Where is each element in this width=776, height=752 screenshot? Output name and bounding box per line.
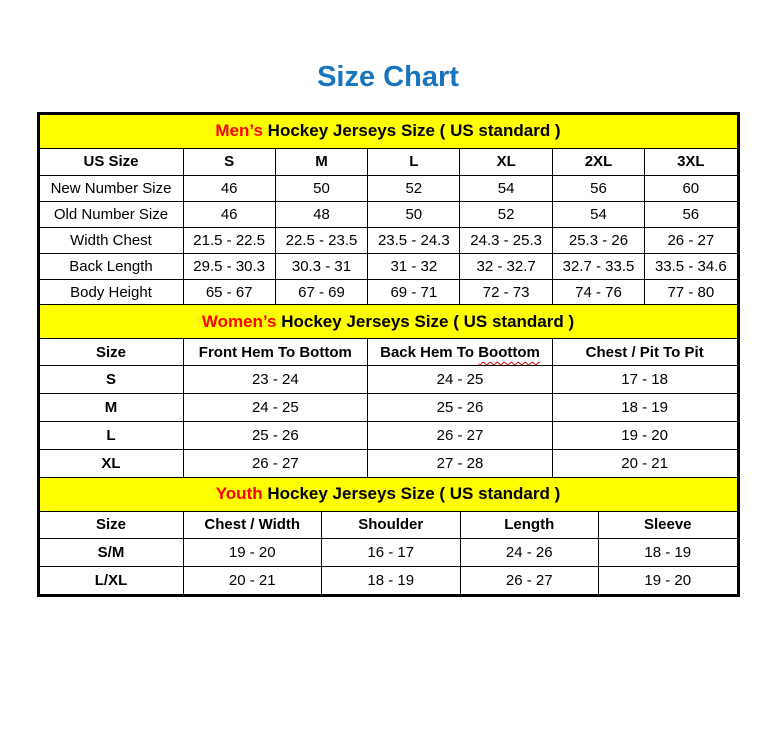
table-row: [39, 422, 737, 450]
size-value-cell: 30.3 - 31: [275, 253, 367, 279]
womens-section-title-accent: Women’s: [201, 311, 277, 331]
row-label: M: [39, 394, 183, 422]
size-value-cell: 18 - 19: [322, 566, 461, 594]
table-row: [39, 201, 737, 227]
size-value-cell: 19 - 20: [183, 538, 322, 566]
size-value-cell: 20 - 21: [183, 566, 322, 594]
size-value-cell: 22.5 - 23.5: [275, 227, 367, 253]
size-value-cell: 19 - 20: [599, 566, 738, 594]
size-value-cell: 46: [183, 175, 275, 201]
size-value-cell: 54: [552, 201, 644, 227]
size-value-cell: 25.3 - 26: [552, 227, 644, 253]
table-row: [39, 450, 737, 478]
mens-section-title-rest: Hockey Jerseys Size ( US standard ): [267, 121, 561, 141]
size-value-cell: 54: [460, 175, 552, 201]
mens-section-title: [39, 114, 737, 148]
table-row: [39, 279, 737, 305]
size-value-cell: 26 - 27: [368, 422, 553, 450]
column-header: Size: [39, 511, 183, 538]
column-header: XL: [460, 148, 552, 175]
column-header: L: [368, 148, 460, 175]
youth-section-title-accent: Youth: [215, 484, 263, 504]
table-row: [39, 538, 737, 566]
size-value-cell: 32.7 - 33.5: [552, 253, 644, 279]
row-label: Old Number Size: [39, 201, 183, 227]
size-value-cell: 17 - 18: [552, 366, 737, 394]
table-row: [39, 566, 737, 594]
spellcheck-underlined-word: Boottom: [478, 343, 540, 361]
size-value-cell: 25 - 26: [368, 394, 553, 422]
mens-section-title-accent: Men’s: [215, 121, 263, 141]
size-value-cell: 24 - 25: [183, 394, 368, 422]
row-label: Width Chest: [39, 227, 183, 253]
table-row: [39, 366, 737, 394]
mens-column-header-row: [39, 148, 737, 175]
size-value-cell: 33.5 - 34.6: [645, 253, 737, 279]
size-value-cell: 18 - 19: [552, 394, 737, 422]
table-row: [39, 227, 737, 253]
size-value-cell: 27 - 28: [368, 450, 553, 478]
size-value-cell: 32 - 32.7: [460, 253, 552, 279]
womens-size-table: [39, 304, 738, 478]
column-header: S: [183, 148, 275, 175]
row-label: Body Height: [39, 279, 183, 305]
column-header: Front Hem To Bottom: [183, 339, 368, 366]
column-header-misspelled: [368, 339, 553, 366]
size-value-cell: 52: [460, 201, 552, 227]
size-value-cell: 24 - 26: [460, 538, 599, 566]
youth-section-title: [39, 477, 737, 511]
size-value-cell: 56: [645, 201, 737, 227]
column-header: US Size: [39, 148, 183, 175]
womens-section-title: [39, 305, 737, 339]
size-value-cell: 26 - 27: [645, 227, 737, 253]
row-label: Back Length: [39, 253, 183, 279]
youth-section-header-row: [39, 477, 737, 511]
size-value-cell: 50: [275, 175, 367, 201]
size-value-cell: 21.5 - 22.5: [183, 227, 275, 253]
size-value-cell: 26 - 27: [460, 566, 599, 594]
size-value-cell: 31 - 32: [368, 253, 460, 279]
size-value-cell: 23.5 - 24.3: [368, 227, 460, 253]
size-value-cell: 29.5 - 30.3: [183, 253, 275, 279]
size-value-cell: 20 - 21: [552, 450, 737, 478]
column-header-prefix: Back Hem To: [380, 343, 475, 361]
size-value-cell: 72 - 73: [460, 279, 552, 305]
column-header: Chest / Pit To Pit: [552, 339, 737, 366]
youth-column-header-row: [39, 511, 737, 538]
size-chart: [37, 112, 740, 597]
size-value-cell: 23 - 24: [183, 366, 368, 394]
column-header: 2XL: [552, 148, 644, 175]
mens-size-table: [39, 114, 738, 306]
column-header: Sleeve: [599, 511, 738, 538]
size-value-cell: 18 - 19: [599, 538, 738, 566]
column-header: M: [275, 148, 367, 175]
row-label: New Number Size: [39, 175, 183, 201]
size-value-cell: 56: [552, 175, 644, 201]
table-row: [39, 394, 737, 422]
size-value-cell: 67 - 69: [275, 279, 367, 305]
column-header: 3XL: [645, 148, 737, 175]
youth-size-table: [39, 477, 738, 595]
size-value-cell: 46: [183, 201, 275, 227]
size-value-cell: 69 - 71: [368, 279, 460, 305]
mens-section-header-row: [39, 114, 737, 148]
column-header: Shoulder: [322, 511, 461, 538]
row-label: XL: [39, 450, 183, 478]
youth-section-title-rest: Hockey Jerseys Size ( US standard ): [267, 484, 561, 504]
column-header: Chest / Width: [183, 511, 322, 538]
table-row: [39, 175, 737, 201]
womens-section-header-row: [39, 305, 737, 339]
size-value-cell: 52: [368, 175, 460, 201]
column-header: Size: [39, 339, 183, 366]
row-label: L: [39, 422, 183, 450]
size-value-cell: 25 - 26: [183, 422, 368, 450]
size-value-cell: 16 - 17: [322, 538, 461, 566]
size-value-cell: 60: [645, 175, 737, 201]
size-value-cell: 74 - 76: [552, 279, 644, 305]
page-title: Size Chart: [317, 61, 459, 93]
size-value-cell: 50: [368, 201, 460, 227]
column-header: Length: [460, 511, 599, 538]
womens-section-title-rest: Hockey Jerseys Size ( US standard ): [281, 311, 575, 331]
size-value-cell: 26 - 27: [183, 450, 368, 478]
size-value-cell: 77 - 80: [645, 279, 737, 305]
size-value-cell: 19 - 20: [552, 422, 737, 450]
row-label: S: [39, 366, 183, 394]
table-row: [39, 253, 737, 279]
row-label: L/XL: [39, 566, 183, 594]
size-value-cell: 48: [275, 201, 367, 227]
womens-column-header-row: [39, 339, 737, 366]
size-value-cell: 65 - 67: [183, 279, 275, 305]
row-label: S/M: [39, 538, 183, 566]
size-value-cell: 24.3 - 25.3: [460, 227, 552, 253]
size-value-cell: 24 - 25: [368, 366, 553, 394]
